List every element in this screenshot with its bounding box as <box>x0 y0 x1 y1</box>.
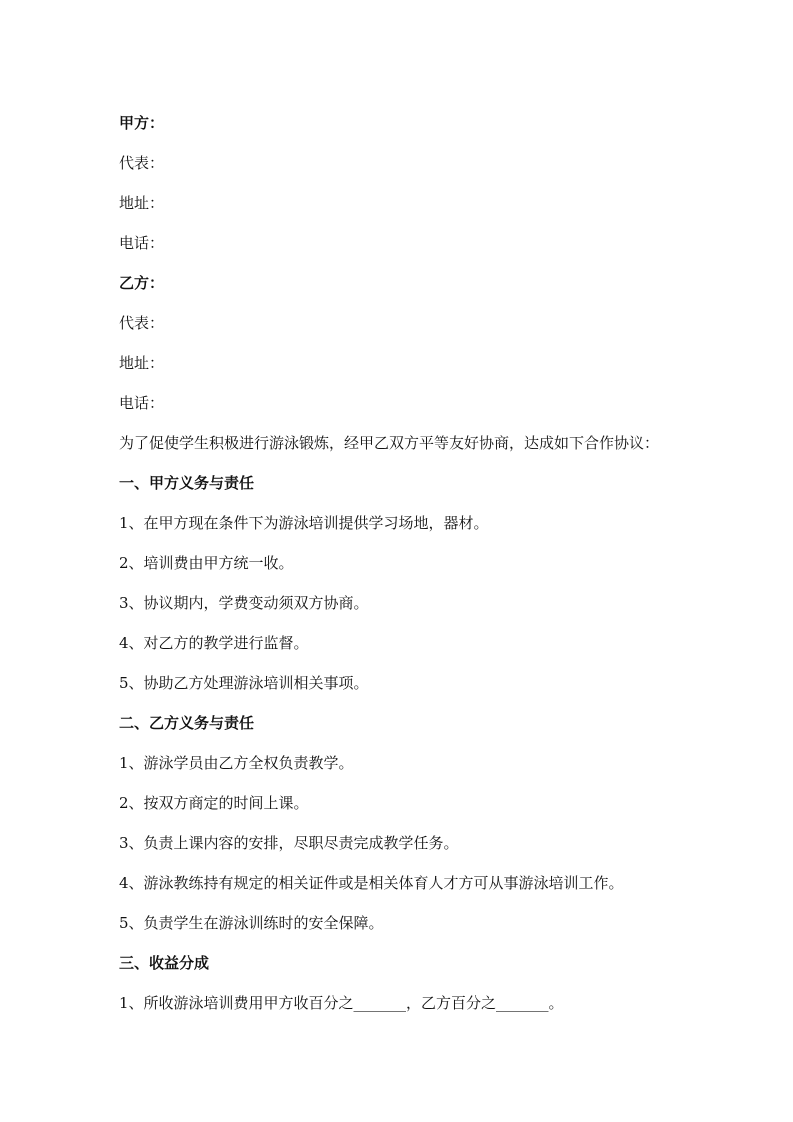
section3-title: 三、收益分成 <box>119 954 210 972</box>
party-b-heading: 乙方： <box>119 274 165 292</box>
section1-item-4: 4、对乙方的教学进行监督。 <box>119 634 309 652</box>
section2-item-2: 2、按双方商定的时间上课。 <box>119 794 309 812</box>
section2-item-4: 4、游泳教练持有规定的相关证件或是相关体育人才方可从事游泳培训工作。 <box>119 874 624 892</box>
party-a-heading: 甲方： <box>119 114 165 132</box>
section1-item-3: 3、协议期内，学费变动须双方协商。 <box>119 594 369 612</box>
party-b-address: 地址： <box>119 354 165 372</box>
intro-paragraph: 为了促使学生积极进行游泳锻炼，经甲乙双方平等友好协商，达成如下合作协议： <box>119 434 660 452</box>
party-b-phone: 电话： <box>119 394 165 412</box>
party-b-representative: 代表： <box>119 314 165 332</box>
section1-item-5: 5、协助乙方处理游泳培训相关事项。 <box>119 674 369 692</box>
party-a-phone: 电话： <box>119 234 165 252</box>
section3-item-1: 1、所收游泳培训费用甲方收百分之_______，乙方百分之_______。 <box>119 994 564 1012</box>
section1-item-2: 2、培训费由甲方统一收。 <box>119 554 294 572</box>
section2-title: 二、乙方义务与责任 <box>119 714 255 732</box>
party-a-representative: 代表： <box>119 154 165 172</box>
section1-item-1: 1、在甲方现在条件下为游泳培训提供学习场地，器材。 <box>119 514 489 532</box>
section2-item-3: 3、负责上课内容的安排，尽职尽责完成教学任务。 <box>119 834 459 852</box>
party-a-address: 地址： <box>119 194 165 212</box>
section2-item-5: 5、负责学生在游泳训练时的安全保障。 <box>119 914 384 932</box>
section2-item-1: 1、游泳学员由乙方全权负责教学。 <box>119 754 354 772</box>
section1-title: 一、甲方义务与责任 <box>119 474 255 492</box>
